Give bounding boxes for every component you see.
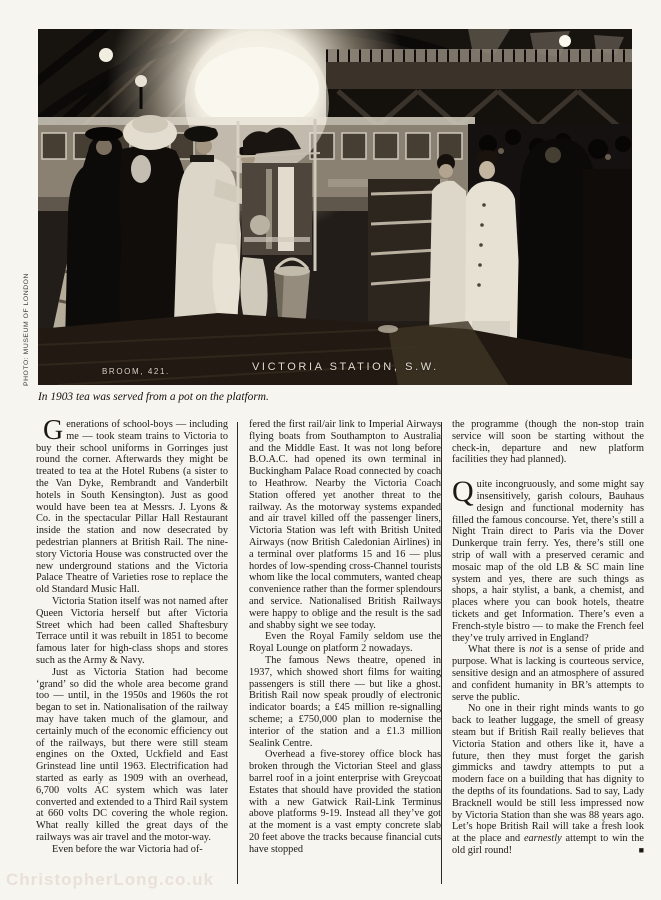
article-paragraph	[452, 703, 644, 856]
article-paragraph	[452, 475, 644, 644]
body-text: attempt to win the old girl round!	[452, 833, 644, 856]
emphasized-text: earnestly	[523, 833, 562, 845]
body-text: Even the Royal Family seldom use the Royal Lounge on platform 2 nowadays.	[249, 631, 441, 655]
body-text: enerations of school-boys — including me — took steam trains to Victoria to buy their school uniforms in Gorringes just round the corner. Afterwards they might be treated to tea at the Hotel Rubens (a sister to the Van Dyke, Rembrandt and Vanderbilt hotels in South Kensington). Just as good would have been tea at Messrs. J. Lyons & Co. in the spectacular Pillar Hall Restaurant inside the station and now desecrated by pedestrian planners at British Rail. The nine-story Victoria House was constructed over the new underground stations and the Victoria Palace Theatre of Varieties rose to replace the old Standard Music Hall.	[36, 419, 228, 596]
body-text: is a sense of pride and purpose. What is lacking is courteous service, sensitive design and an atmosphere of assured and confident humanity in BR’s attempts to serve the public.	[452, 644, 644, 703]
photo-stamp-station-name: VICTORIA STATION, S.W.	[252, 361, 439, 373]
drop-cap: G	[43, 415, 64, 446]
article-paragraph	[249, 655, 441, 749]
body-text: the programme (though the non-stop train service will soon be starting without the check-in, departure and new platform facilities they had planned).	[452, 419, 644, 466]
article-column-3	[452, 419, 644, 857]
body-text: The famous News theatre, opened in 1937, which showed short films for waiting passengers is still there — but like a ghost. British Rail now speak proudly of electronic indicator boards; a £45 million re-signalling scheme; a £750,000 plan to modernise the interior of the station and a £1.3 million Sealink Centre.	[249, 654, 441, 749]
body-text: Even before the war Victoria had of-	[52, 843, 203, 855]
article-paragraph	[36, 844, 228, 856]
article-paragraph	[36, 415, 228, 596]
body-text: Victoria Station itself was not named after Queen Victoria herself but after Victoria Street which had been called Shaftesbury Terrace until it was rebuilt in 1851 to become famous later for high-class shops and stores such as the Army & Navy.	[36, 595, 228, 666]
body-text: uite incongruously, and some might say insensitively, garish colours, Bauhaus design and functional modernity has filled the famous concourse. Yet, there’s still a Night Train direct to Paris via the Dover Dunkerque train ferry. Yes, there’s still one strip of wall with a preserved ceramic and mosaic map of the old LB & SC main line system and yes, there are such things as shops, a hair stylist, a bank, a chemist, and places where you can book hotels, theatre tickets and get Information. There’s even a French-style bistro — to make the French feel they’ve truly arrived in England?	[452, 479, 644, 644]
watermark: ChristopherLong.co.uk	[6, 870, 214, 889]
body-text: What there is	[468, 644, 530, 656]
body-text: fered the first rail/air link to Imperial Airways flying boats from Southampton to Australia and the Middle East. It was not long before B.O.A.C. had opened its own terminal in Buckingham Palace Road connected by coach to Heathrow. Nearby the Victoria Coach Station offered yet another threat to the railway. As the motorway systems expanded and air travel killed off the passenger liners, Victoria Station was left with British United Airways (now British Caledonian Airlines) in a terminal over platforms 15 and 16 — plus hordes of low-spending cross-Channel tourists whom like the local commuters, wanted cheap convenience rather than the former splendours and service. Nationalised British Railways were happy to oblige and the result is the sad and shabby sight we see today.	[249, 419, 441, 631]
photo-credit: PHOTO: MUSEUM OF LONDON	[23, 273, 30, 386]
article-paragraph	[452, 644, 644, 703]
body-text: Just as Victoria Station had become ‘grand’ so did the whole area become grand too — until, in the 1950s and 1960s the rot began to set in. Nationalisation of the railway may have taken much of the glamour, and certainly much of the economic efficiency out of the railways, but there were still steam engines on the Oxted, Uckfield and East Grinstead line until 1963. Electrification had started as early as 1909 with an overhead, 6,700 volts AC system which was later converted and extended to a Third Rail system at 660 volts DC covering the whole region. What really killed the great days of the railways was air travel and the motor-way.	[36, 666, 228, 843]
article-paragraph	[452, 419, 644, 466]
photo-caption: In 1903 tea was served from a pot on the platform.	[38, 391, 269, 403]
article-column-2	[249, 419, 441, 855]
column-rule-1	[237, 422, 238, 884]
article-column-1	[36, 415, 228, 855]
article-paragraph	[249, 631, 441, 655]
end-mark: ■	[638, 844, 644, 855]
article-paragraph	[249, 419, 441, 631]
article-paragraph	[249, 749, 441, 855]
station-photograph	[38, 29, 632, 385]
article-body	[36, 415, 644, 897]
emphasized-text: not	[529, 644, 543, 656]
body-text: No one in their right minds wants to go back to leather luggage, the smell of greasy steam but if British Rail really believes that Victoria Station and others like it, have a future, then they must forget the garish gimmicks and tawdry attempts to put a modern face on a building that has dignity to the depths of its foundations. Sad to say, Lady Bracknell would be still less impressed now by Victoria Station than she was 88 years ago. Let’s hope British Rail will take a fresh look at the place and	[452, 703, 644, 845]
article-paragraph	[36, 667, 228, 844]
article-paragraph	[36, 596, 228, 667]
photo-stamp-broom: BROOM, 421.	[102, 367, 170, 376]
body-text: Overhead a five-storey office block has broken through the Victorian Steel and glass barrel roof in a joint enterprise with Greycoat Estates that should have provided the station with a new Gatwick Rail-Link Terminus above platforms 9-19. Instead all they’ve got at the moment is a vast empty concrete slab 20 feet above the tracks because financial cuts have stopped	[249, 749, 441, 855]
drop-cap: Q	[452, 475, 474, 509]
shelving-unit	[368, 179, 440, 321]
column-rule-2	[441, 422, 442, 884]
station-photo-illustration	[38, 29, 632, 385]
